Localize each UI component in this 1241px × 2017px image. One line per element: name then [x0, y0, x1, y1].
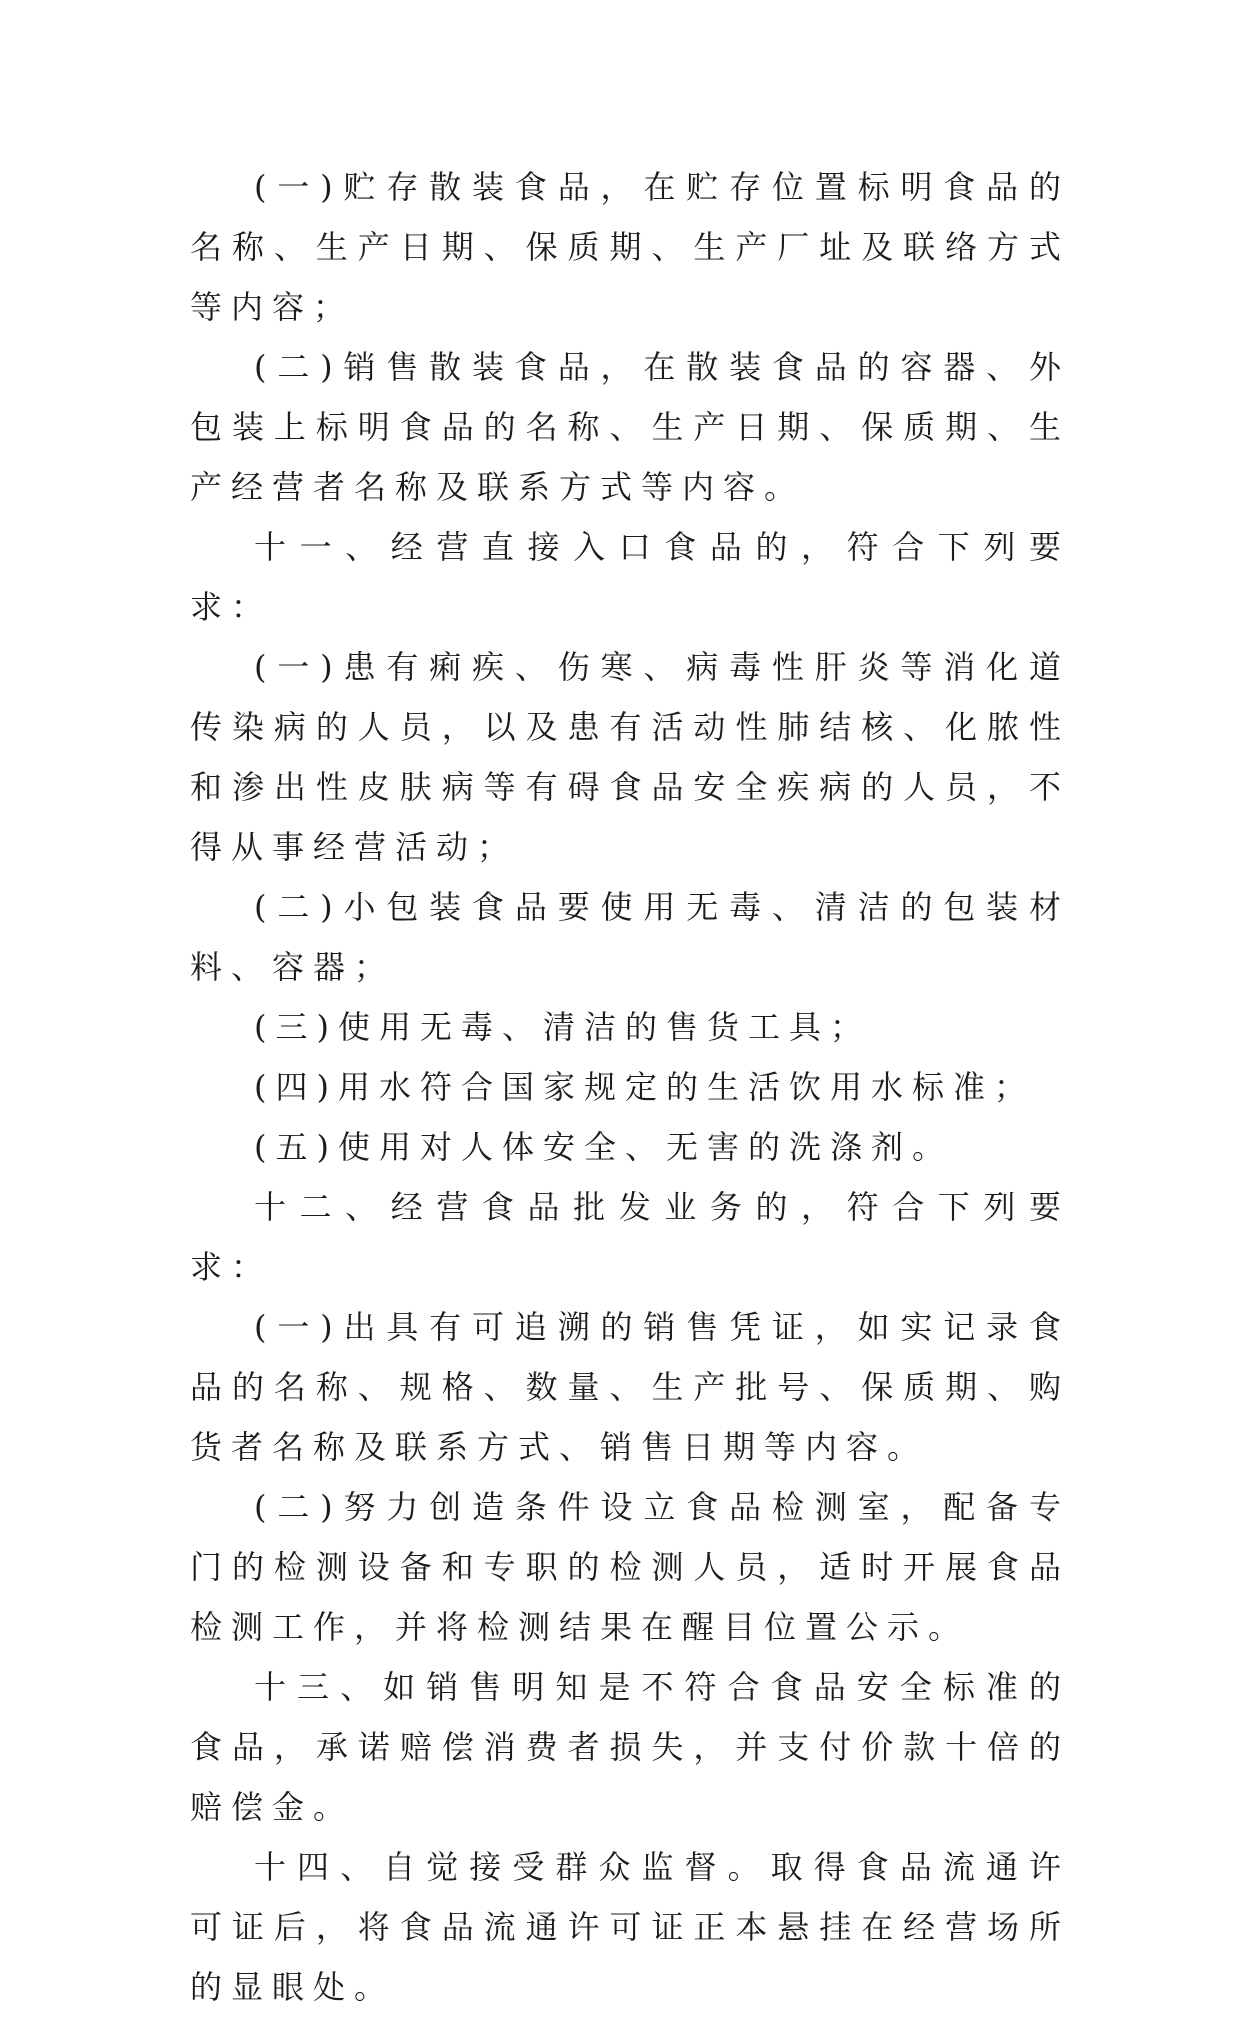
- paragraph-8: (五)使用对人体安全、无害的洗涤剂。: [254, 1128, 953, 1166]
- paragraph-3: 十一、经营直接入口食品的，符合下列要求：: [190, 528, 1070, 626]
- paragraph-2: (二)销售散装食品，在散装食品的容器、外包装上标明食品的名称、生产日期、保质期、生产经营者名称及联系方式等内容。: [190, 348, 1070, 506]
- paragraph-11: (二)努力创造条件设立食品检测室，配备专门的检测设备和专职的检测人员，适时开展食品检测工作，并将检测结果在醒目位置公示。: [190, 1488, 1070, 1646]
- paragraph-12: 十三、如销售明知是不符合食品安全标准的食品，承诺赔偿消费者损失，并支付价款十倍的赔偿金。: [190, 1668, 1070, 1826]
- paragraph-5: (二)小包装食品要使用无毒、清洁的包装材料、容器；: [190, 888, 1070, 986]
- paragraph-10: (一)出具有可追溯的销售凭证，如实记录食品的名称、规格、数量、生产批号、保质期、购货者名称及联系方式、销售日期等内容。: [190, 1308, 1070, 1466]
- paragraph-4: (一)患有痢疾、伤寒、病毒性肝炎等消化道传染病的人员，以及患有活动性肺结核、化脓性和渗出性皮肤病等有碍食品安全疾病的人员，不得从事经营活动；: [190, 648, 1070, 866]
- paragraph-9: 十二、经营食品批发业务的，符合下列要求：: [190, 1188, 1070, 1286]
- paragraph-6: (三)使用无毒、清洁的售货工具；: [254, 1008, 871, 1046]
- paragraph-1: (一)贮存散装食品，在贮存位置标明食品的名称、生产日期、保质期、生产厂址及联络方式等内容；: [190, 168, 1070, 326]
- paragraph-7: (四)用水符合国家规定的生活饮用水标准；: [254, 1068, 1035, 1106]
- paragraph-13: 十四、自觉接受群众监督。取得食品流通许可证后，将食品流通许可证正本悬挂在经营场所的显眼处。: [190, 1848, 1070, 2006]
- document-body: [190, 157, 1070, 2017]
